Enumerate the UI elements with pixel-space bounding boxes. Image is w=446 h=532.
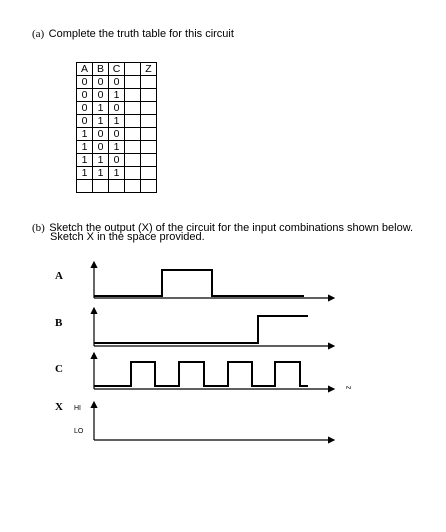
signal-c-waveform (94, 353, 334, 389)
truth-table-cell: 1 (109, 89, 125, 102)
truth-table-cell: 1 (109, 115, 125, 128)
part-b-text-line2: Sketch X in the space provided. (50, 231, 205, 243)
part-b-text-line1: Sketch the output (X) of the circuit for the input combinations shown below. (49, 222, 414, 234)
signal-c-label: C (55, 363, 63, 375)
z-mark: z (345, 385, 353, 390)
truth-table-header-cell: A (77, 63, 93, 76)
truth-table-cell: 1 (93, 167, 109, 180)
truth-table-cell: 1 (93, 154, 109, 167)
truth-table-header-cell: Z (141, 63, 157, 76)
truth-table-cell: 0 (77, 115, 93, 128)
signal-b-label: B (55, 317, 63, 329)
signal-a-waveform (94, 262, 334, 298)
truth-table-cell: 0 (77, 89, 93, 102)
truth-table-cell: 1 (77, 154, 93, 167)
signal-c-trace (94, 362, 308, 386)
truth-table-header-cell: B (93, 63, 109, 76)
truth-table-cell: 0 (93, 76, 109, 89)
truth-table-cell: 0 (109, 154, 125, 167)
output-x-axes (94, 402, 334, 440)
truth-table-cell: 1 (93, 115, 109, 128)
part-a-label: (a) (32, 28, 45, 40)
part-a-text: Complete the truth table for this circuit (48, 28, 234, 40)
hi-label: HI (74, 405, 81, 412)
truth-table-cell: 0 (77, 76, 93, 89)
truth-table-cell: 1 (109, 141, 125, 154)
truth-table-cell: 0 (93, 128, 109, 141)
truth-table-header-cell: C (109, 63, 125, 76)
signal-b-trace (94, 316, 308, 343)
signal-a-trace (94, 270, 304, 296)
truth-table-cell: 1 (93, 102, 109, 115)
lo-label: LO (74, 428, 84, 435)
truth-table-cell: 1 (77, 167, 93, 180)
truth-table-cell: 0 (109, 102, 125, 115)
signal-b-waveform (94, 308, 334, 346)
truth-table-cell: 0 (109, 76, 125, 89)
signal-x-label: X (55, 401, 63, 413)
truth-table-cell: 0 (93, 89, 109, 102)
truth-table-cell: 1 (77, 141, 93, 154)
truth-table-cell: 0 (109, 128, 125, 141)
truth-table-cell: 1 (77, 128, 93, 141)
signal-a-label: A (55, 270, 63, 282)
truth-table-cell: 0 (93, 141, 109, 154)
part-b-label: (b) (32, 222, 45, 234)
truth-table-cell: 1 (109, 167, 125, 180)
truth-table-cell: 0 (77, 102, 93, 115)
